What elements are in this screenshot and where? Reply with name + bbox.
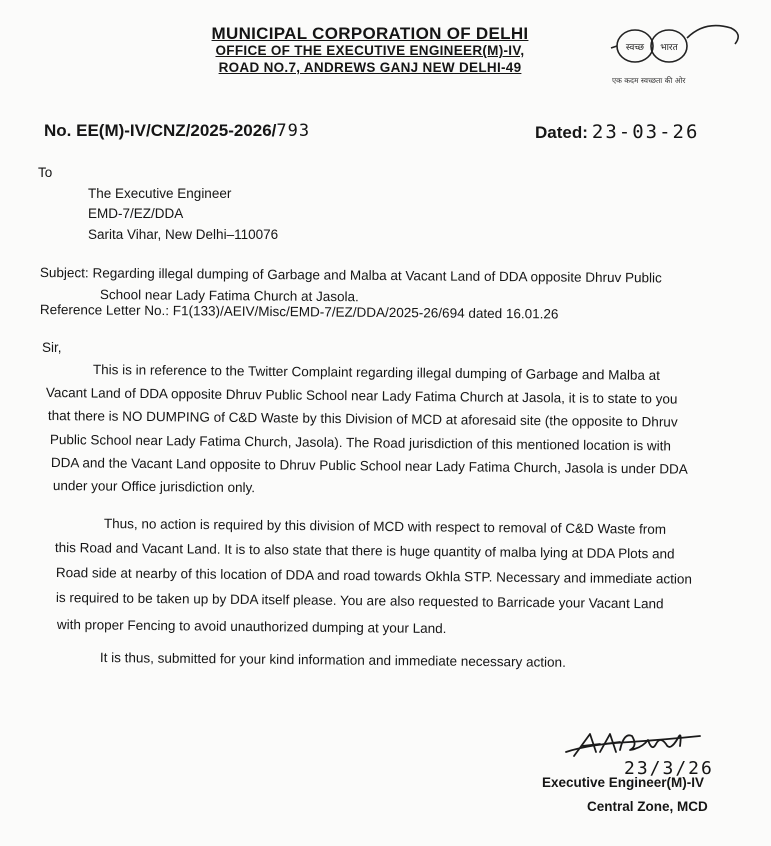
para2-line-4: is required to be taken up by DDA itself please. You are also requested to Barricade your Vacant Land — [55, 590, 664, 612]
letter-number-prefix: No. EE(M)-IV/CNZ/2025-2026/ — [44, 121, 277, 140]
letter-number-handwritten: 793 — [276, 121, 311, 141]
reference-line — [40, 302, 559, 322]
letter-number — [44, 121, 310, 141]
subject-line-1 — [40, 265, 662, 285]
para1-line-2: Vacant Land of DDA opposite Dhruv Public School near Lady Fatima Church at Jasola, it is to state to you — [45, 385, 678, 407]
letter-date — [535, 121, 699, 143]
para1-line-1: This is in reference to the Twitter Complaint regarding illegal dumping of Garbage and Malba at — [92, 362, 661, 383]
letterhead-address: ROAD NO.7, ANDREWS GANJ NEW DELHI-49 — [218, 60, 522, 75]
para1-line-4: Public School near Lady Fatima Church, Jasola). The Road jurisdiction of this mentioned location is with — [49, 432, 672, 454]
logo-left-word: स्वच्छ — [625, 43, 645, 53]
para2-line-2: this Road and Vacant Land. It is to also state that there is huge quantity of malba lying at DDA Plots and — [54, 540, 675, 562]
recipient-line-2: EMD-7/EZ/DDA — [88, 206, 184, 221]
reference-text: F1(133)/AEIV/Misc/EMD-7/EZ/DDA/2025-26/694 dated 16.01.26 — [172, 303, 559, 322]
subject-text-2: School near Lady Fatima Church at Jasola. — [99, 287, 359, 305]
para1-line-5: DDA and the Vacant Land opposite to Dhruv Public School near Lady Fatima Church, Jasola is under DDA — [50, 455, 688, 477]
reference-label: Reference Letter No.: — [39, 302, 170, 319]
subject-label: Subject: — [39, 265, 89, 281]
dated-label: Dated: — [535, 123, 588, 142]
letterhead-office: OFFICE OF THE EXECUTIVE ENGINEER(M)-IV, — [215, 43, 525, 58]
letterhead-org: MUNICIPAL CORPORATION OF DELHI — [211, 24, 529, 43]
para1-line-6: under your Office jurisdiction only. — [52, 478, 256, 496]
recipient-line-1: The Executive Engineer — [88, 186, 232, 201]
para2-line-1: Thus, no action is required by this division of MCD with respect to removal of C&D Waste from — [103, 516, 667, 537]
para1-line-3: that there is NO DUMPING of C&D Waste by this Division of MCD at aforesaid site (the opposite to Dhruv — [47, 408, 678, 430]
date-handwritten: 23-03-26 — [591, 121, 700, 143]
para2-line-5: with proper Fencing to avoid unauthorized dumping at your Land. — [56, 617, 447, 637]
recipient-line-3: Sarita Vihar, New Delhi–110076 — [88, 227, 279, 242]
signatory-zone: Central Zone, MCD — [587, 799, 708, 814]
signature-date: 23/3/26 — [624, 758, 714, 779]
para2-line-3: Road side at nearby of this location of DDA and road towards Okhla STP. Necessary and immediate action — [55, 565, 693, 587]
logo-right-word: भारत — [660, 43, 678, 53]
logo-motto: एक कदम स्वच्छता की ओर — [612, 76, 686, 85]
salutation: Sir, — [42, 340, 62, 355]
para3-line-1: It is thus, submitted for your kind information and immediate necessary action. — [99, 650, 566, 670]
to-label: To — [38, 165, 53, 180]
signatory-designation: Executive Engineer(M)-IV — [542, 775, 705, 790]
subject-text-1: Regarding illegal dumping of Garbage and Malba at Vacant Land of DDA opposite Dhruv Public — [92, 265, 662, 286]
